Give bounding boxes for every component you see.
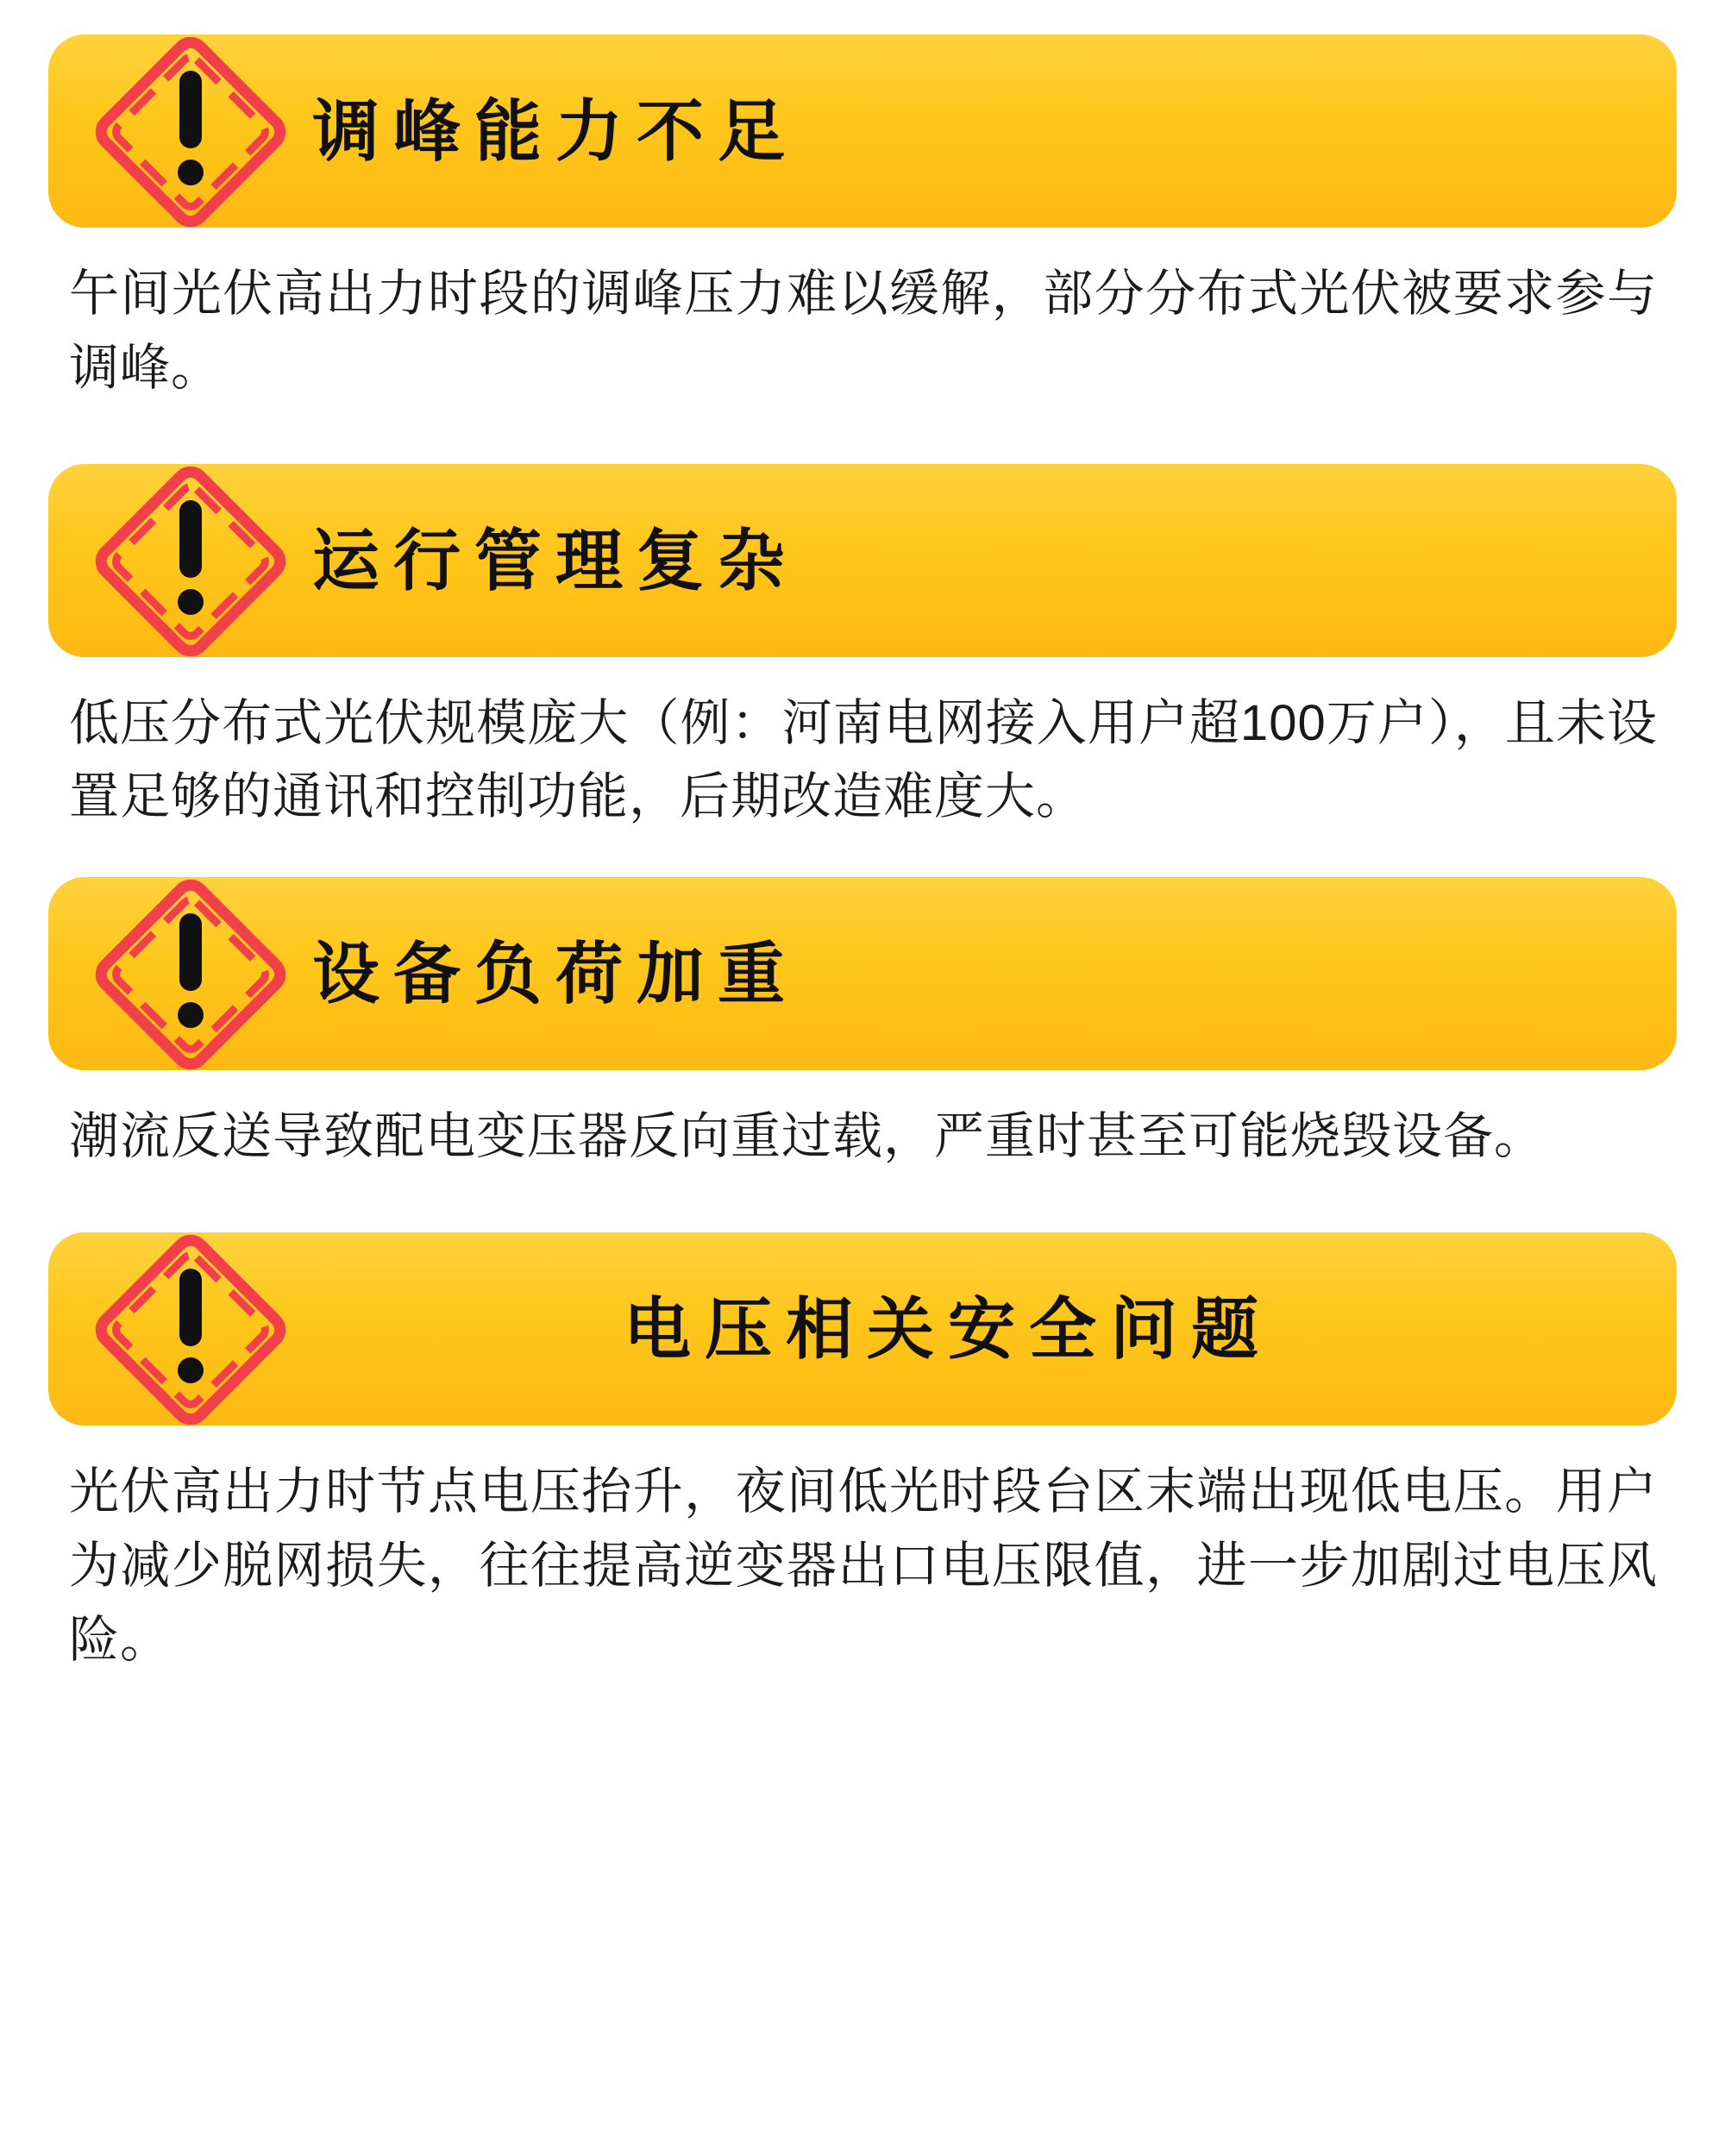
warning-exclamation-diamond-icon <box>85 26 297 238</box>
warning-exclamation-diamond-icon <box>85 455 297 667</box>
section-3-banner <box>48 877 1677 1070</box>
section-2 <box>48 464 1677 835</box>
section-2-body: 低压分布式光伏规模庞大（例：河南电网接入用户超100万户），且未设置足够的通讯和控制功能，后期改造难度大。 <box>69 694 1658 825</box>
section-3-body: 潮流反送导致配电变压器反向重过载，严重时甚至可能烧毁设备。 <box>69 1108 1546 1165</box>
section-4-banner <box>48 1232 1677 1426</box>
section-4 <box>48 1232 1677 1677</box>
section-3-title: 设备负荷加重 <box>312 936 800 1012</box>
section-3 <box>48 877 1677 1174</box>
section-1 <box>48 34 1677 405</box>
section-1-body: 午间光伏高出力时段的调峰压力难以缓解，部分分布式光伏被要求参与调峰。 <box>69 266 1658 396</box>
section-4-title: 电压相关安全问题 <box>623 1291 1272 1368</box>
section-2-title: 运行管理复杂 <box>312 522 800 599</box>
warning-exclamation-diamond-icon <box>85 868 297 1081</box>
section-2-banner <box>48 464 1677 657</box>
section-1-title: 调峰能力不足 <box>312 93 800 169</box>
section-1-banner <box>48 34 1677 228</box>
warning-exclamation-diamond-icon <box>85 1224 297 1436</box>
section-4-body: 光伏高出力时节点电压抬升，夜间低光时段台区末端出现低电压。用户为减少脱网损失，往往提高逆变器出口电压限值，进一步加剧过电压风险。 <box>69 1463 1658 1668</box>
